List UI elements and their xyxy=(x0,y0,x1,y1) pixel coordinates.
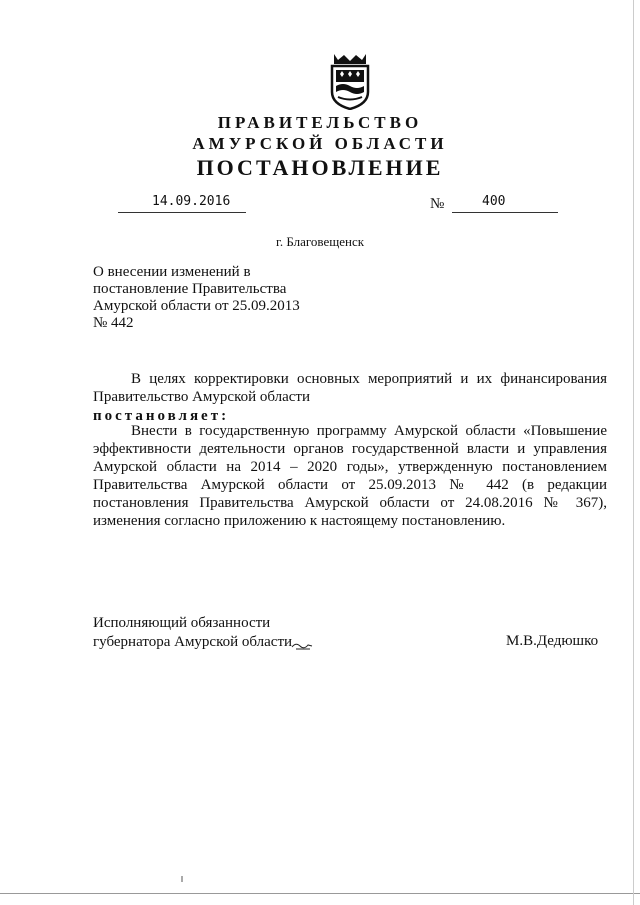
subject-line: Амурской области от 25.09.2013 xyxy=(93,298,300,314)
decree-number: 400 xyxy=(482,194,506,209)
scan-right-edge xyxy=(633,0,634,905)
document-type-title: ПОСТАНОВЛЕНИЕ xyxy=(196,155,444,180)
subject-line: постановление Правительства xyxy=(93,281,287,297)
decree-subject xyxy=(93,264,300,332)
signatory-name: М.В.Дедюшко xyxy=(506,633,599,649)
decree-date: 14.09.2016 xyxy=(152,194,231,209)
subject-line: № 442 xyxy=(93,315,134,331)
position-line1: Исполняющий обязанности xyxy=(93,615,271,631)
scan-bottom-edge xyxy=(0,893,640,894)
subject-line: О внесении изменений в xyxy=(93,264,251,280)
city-name: г. Благовещенск xyxy=(275,234,365,249)
number-underline xyxy=(452,212,558,213)
intro-paragraph: В целях корректировки основных мероприятий и их финансирования Правительство Амурской области xyxy=(93,371,607,405)
signatory-position xyxy=(93,614,292,652)
government-name-line2: АМУРСКОЙ ОБЛАСТИ xyxy=(192,134,448,153)
main-paragraph: Внести в государственную программу Амурской области «Повышение эффективности деятельности органов государственной власти и управления Амурской области на 2014 – 2020 годы», утвержденную постановлением Правительства Амурской области от 25.09.2013 № 442 (в редакции постановления Правительства Амурской области от 24.08.2016 № 367), изменения согласно приложению к настоящему постановлению. xyxy=(93,423,607,529)
number-sign: № xyxy=(430,196,445,212)
coat-of-arms-icon xyxy=(328,52,372,110)
scan-speck xyxy=(180,876,184,882)
resolves-word: постановляет: xyxy=(93,408,230,424)
date-underline xyxy=(118,212,246,213)
position-line2: губернатора Амурской области xyxy=(93,634,293,650)
signature-mark xyxy=(290,640,314,650)
government-name-line1: ПРАВИТЕЛЬСТВО xyxy=(217,113,423,132)
